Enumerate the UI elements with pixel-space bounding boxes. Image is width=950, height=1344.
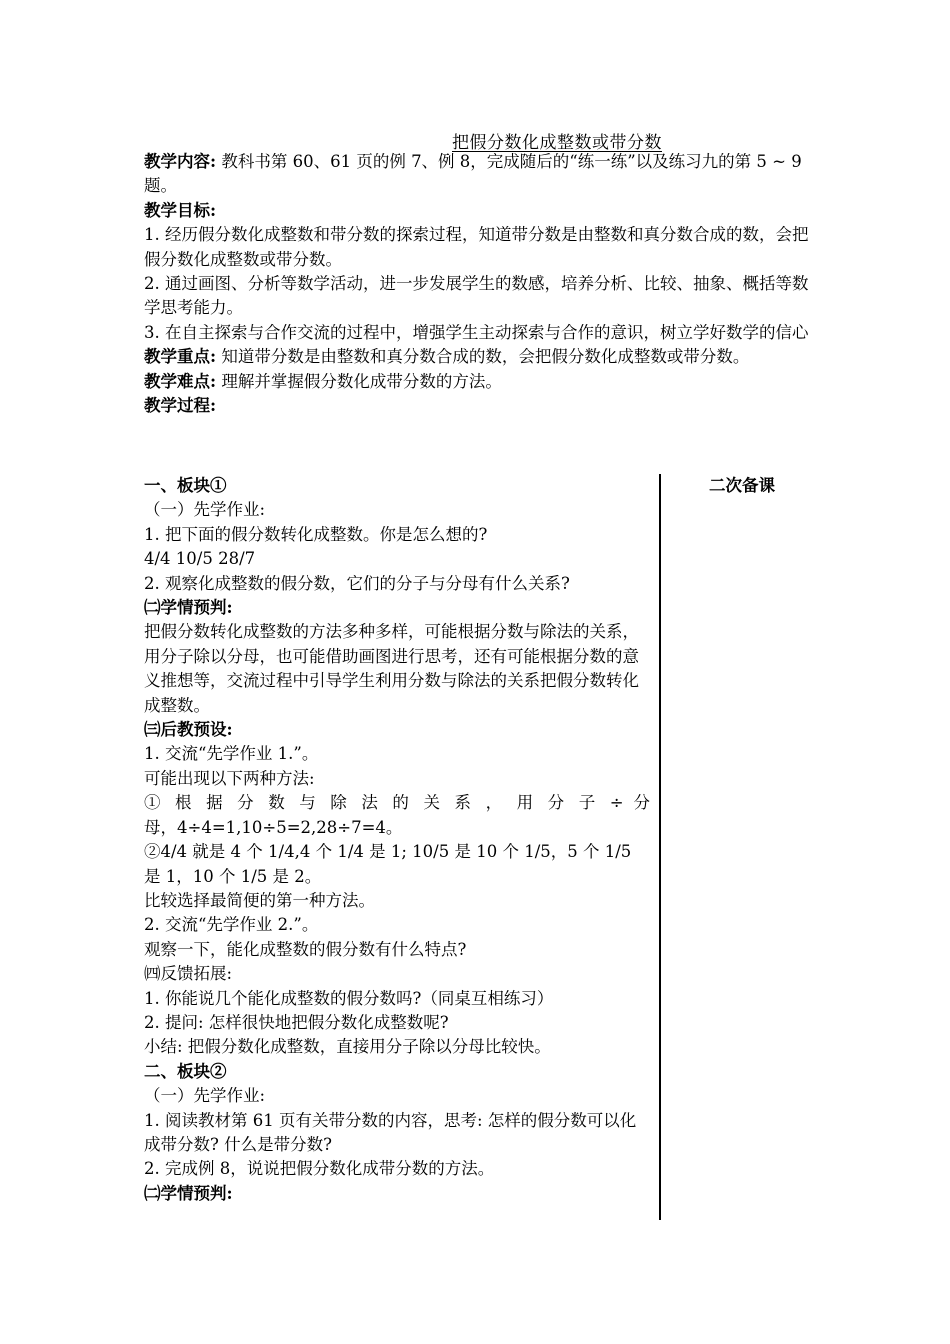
- lesson-header: [144, 150, 810, 418]
- teaching-difficulty: [144, 370, 810, 394]
- teaching-process-label: 教学过程:: [144, 396, 217, 416]
- process-line: ㈣反馈拓展:: [144, 964, 233, 984]
- process-line: 4/4 10/5 28/7: [144, 549, 256, 569]
- process-line: 2. 完成例 8，说说把假分数化成带分数的方法。: [144, 1159, 495, 1179]
- objective-item-3: 3. 在自主探索与合作交流的过程中，增强学生主动探索与合作的意识，树立学好数学的信心: [144, 322, 809, 342]
- process-line: 1. 你能说几个能化成整数的假分数吗?（同桌互相练习）: [144, 988, 554, 1008]
- process-line: （一）先学作业:: [144, 1086, 266, 1106]
- teaching-objectives-label: 教学目标:: [144, 200, 217, 220]
- process-line: 可能出现以下两种方法:: [144, 768, 315, 788]
- key-point-text: 知道带分数是由整数和真分数合成的数，会把假分数化成整数或带分数。: [216, 347, 750, 367]
- process-line: 把假分数转化成整数的方法多种多样，可能根据分数与除法的关系，用分子除以分母，也可能借助画图进行思考，还有可能根据分数的意义推想等，交流过程中引导学生利用分数与除法的关系把假分数转化成整数。: [144, 622, 639, 715]
- process-line: 1. 把下面的假分数转化成整数。你是怎么想的?: [144, 524, 488, 544]
- process-line: ① 根 据 分 数 与 除 法 的 关 系 ， 用 分 子 ÷ 分: [144, 793, 650, 813]
- teaching-process-column: [144, 474, 650, 1206]
- teaching-content-label: 教学内容:: [144, 152, 217, 171]
- process-line: （一）先学作业:: [144, 500, 266, 520]
- process-line: ②4/4 就是 4 个 1/4,4 个 1/4 是 1; 10/5 是 10 个 1/5，5 个 1/5 是 1，10 个 1/5 是 2。: [144, 842, 632, 886]
- process-line: 母，4÷4=1,10÷5=2,28÷7=4。: [144, 817, 403, 837]
- process-line: 2. 观察化成整数的假分数，它们的分子与分母有什么关系?: [144, 573, 570, 593]
- process-line: ㈡学情预判:: [144, 598, 233, 618]
- process-line: 小结: 把假分数化成整数，直接用分子除以分母比较快。: [144, 1037, 551, 1057]
- process-line: ㈡学情预判:: [144, 1183, 233, 1203]
- difficulty-label: 教学难点:: [144, 371, 217, 391]
- lesson-title: 把假分数化成整数或带分数: [452, 133, 662, 153]
- process-line: 比较选择最简便的第一种方法。: [144, 890, 375, 910]
- second-preparation-column: [662, 474, 822, 498]
- difficulty-text: 理解并掌握假分数化成带分数的方法。: [216, 371, 502, 391]
- objective-item-1: 1. 经历假分数化成整数和带分数的探索过程，知道带分数是由整数和真分数合成的数，会把假分数化成整数或带分数。: [144, 225, 809, 269]
- objective-item-2: 2. 通过画图、分析等数学活动，进一步发展学生的数感，培养分析、比较、抽象、概括等数学思考能力。: [144, 274, 809, 318]
- process-line: 1. 阅读教材第 61 页有关带分数的内容，思考: 怎样的假分数可以化成带分数? 什么是带分数?: [144, 1110, 637, 1154]
- process-line: 1. 交流“先学作业 1.”。: [144, 744, 319, 764]
- teaching-content: [144, 150, 810, 199]
- process-line: 2. 提问: 怎样很快地把假分数化成整数呢?: [144, 1012, 449, 1032]
- process-line: 2. 交流“先学作业 2.”。: [144, 915, 319, 935]
- process-line: 二、板块②: [144, 1061, 227, 1081]
- process-line: 一、板块①: [144, 476, 227, 495]
- second-preparation-header: 二次备课: [709, 476, 775, 495]
- process-line: 观察一下，能化成整数的假分数有什么特点?: [144, 939, 467, 959]
- teaching-key-point: [144, 345, 810, 369]
- teaching-content-text: 教科书第 60、61 页的例 7、例 8，完成随后的“练一练”以及练习九的第 5 ~ 9 题。: [144, 152, 802, 196]
- column-divider: [659, 474, 661, 1220]
- key-point-label: 教学重点:: [144, 347, 217, 367]
- process-line: ㈢后教预设:: [144, 720, 233, 740]
